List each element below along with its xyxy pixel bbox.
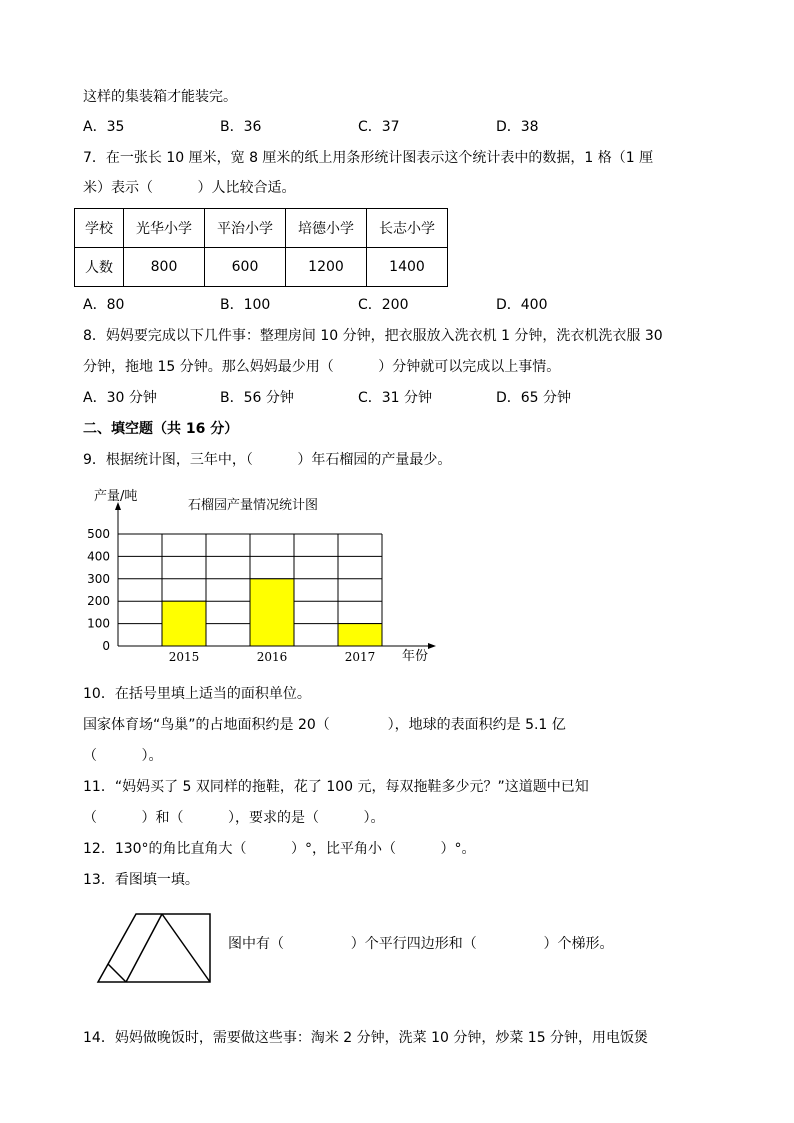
- option-b[interactable]: B．100: [220, 297, 271, 313]
- question11-line2: （ ）和（ ），要求的是（ ）。: [83, 810, 385, 826]
- question13-text: 图中有（ ）个平行四边形和（ ）个梯形。: [228, 936, 614, 952]
- bar-2015: [162, 601, 206, 646]
- option-c[interactable]: C．200: [358, 297, 409, 313]
- option-d[interactable]: D．65 分钟: [496, 390, 572, 406]
- bar-chart: [84, 482, 444, 666]
- bar-2017: [338, 624, 382, 646]
- x-tick-label: 2016: [256, 650, 288, 664]
- question10-line2: 国家体育场“鸟巢”的占地面积约是 20（ ），地球的表面积约是 5.1 亿: [83, 717, 566, 733]
- option-a[interactable]: A．30 分钟: [83, 390, 157, 406]
- y-tick-label: 300: [87, 571, 110, 586]
- question7-line2: 米）表示（ ）人比较合适。: [83, 180, 296, 196]
- option-a[interactable]: A．35: [83, 119, 125, 135]
- table-cell: 光华小学: [124, 209, 205, 248]
- option-d[interactable]: D．400: [496, 297, 548, 313]
- x-tick-label: 2015: [168, 650, 200, 664]
- table-cell: 人数: [75, 248, 124, 287]
- question14: 14．妈妈做晚饭时，需要做这些事：淘米 2 分钟，洗菜 10 分钟，炒菜 15 分钟，用电饭煲: [83, 1030, 649, 1046]
- table-row: [75, 248, 448, 287]
- question12: 12．130°的角比直角大（ ）°，比平角小（ ）°。: [83, 841, 476, 857]
- y-tick-label: 500: [87, 527, 110, 541]
- geometry-figure: [96, 912, 216, 986]
- question10-line3: （ ）。: [83, 748, 163, 764]
- y-axis-label: 产量/吨: [94, 489, 138, 504]
- table-cell: 600: [205, 248, 286, 287]
- option-c[interactable]: C．37: [358, 119, 400, 135]
- table-cell: 1200: [286, 248, 367, 287]
- question6-tail: 这样的集装箱才能装完。: [83, 89, 237, 105]
- x-tick-labels: [169, 650, 376, 664]
- inner-line-small: [108, 964, 126, 982]
- option-a[interactable]: A．80: [83, 297, 125, 313]
- table-cell: 平治小学: [205, 209, 286, 248]
- table-cell: 培德小学: [286, 209, 367, 248]
- question9: 9．根据统计图，三年中，（ ）年石榴园的产量最少。: [83, 452, 452, 468]
- table-cell: 800: [124, 248, 205, 287]
- table-cell: 长志小学: [367, 209, 448, 248]
- x-tick-label: 2017: [344, 650, 376, 664]
- inner-line-right: [162, 914, 210, 982]
- y-tick-label: 200: [87, 594, 110, 609]
- chart-title: 石榴园产量情况统计图: [188, 498, 319, 513]
- table-cell: 学校: [75, 209, 124, 248]
- table-cell: 1400: [367, 248, 448, 287]
- option-b[interactable]: B．36: [220, 119, 262, 135]
- chart-bars: [162, 579, 382, 646]
- option-b[interactable]: B．56 分钟: [220, 390, 294, 406]
- y-tick-labels: [87, 527, 110, 653]
- question10: 10．在括号里填上适当的面积单位。: [83, 686, 311, 702]
- y-tick-label: 400: [87, 549, 110, 564]
- question13: 13．看图填一填。: [83, 872, 199, 888]
- option-d[interactable]: D．38: [496, 119, 539, 135]
- y-tick-label: 0: [102, 639, 110, 653]
- x-axis-arrow: [428, 643, 436, 649]
- question8-line2: 分钟，拖地 15 分钟。那么妈妈最少用（ ）分钟就可以完成以上事情。: [83, 359, 561, 375]
- table-row: [75, 209, 448, 248]
- question8-line1: 8．妈妈要完成以下几件事：整理房间 10 分钟，把衣服放入洗衣机 1 分钟，洗衣机洗衣服 30: [83, 328, 663, 344]
- question7-line1: 7．在一张长 10 厘米，宽 8 厘米的纸上用条形统计图表示这个统计表中的数据，1 格（1 厘: [83, 150, 654, 166]
- question11-line1: 11．“妈妈买了 5 双同样的拖鞋，花了 100 元，每双拖鞋多少元？”这道题中已知: [83, 779, 589, 795]
- x-axis-label: 年份: [402, 649, 429, 664]
- bar-2016: [250, 579, 294, 646]
- y-tick-label: 100: [87, 616, 110, 631]
- option-c[interactable]: C．31 分钟: [358, 390, 433, 406]
- stats-table: [74, 208, 448, 287]
- inner-line-left: [126, 914, 162, 982]
- section-heading: 二、填空题（共 16 分）: [83, 421, 239, 437]
